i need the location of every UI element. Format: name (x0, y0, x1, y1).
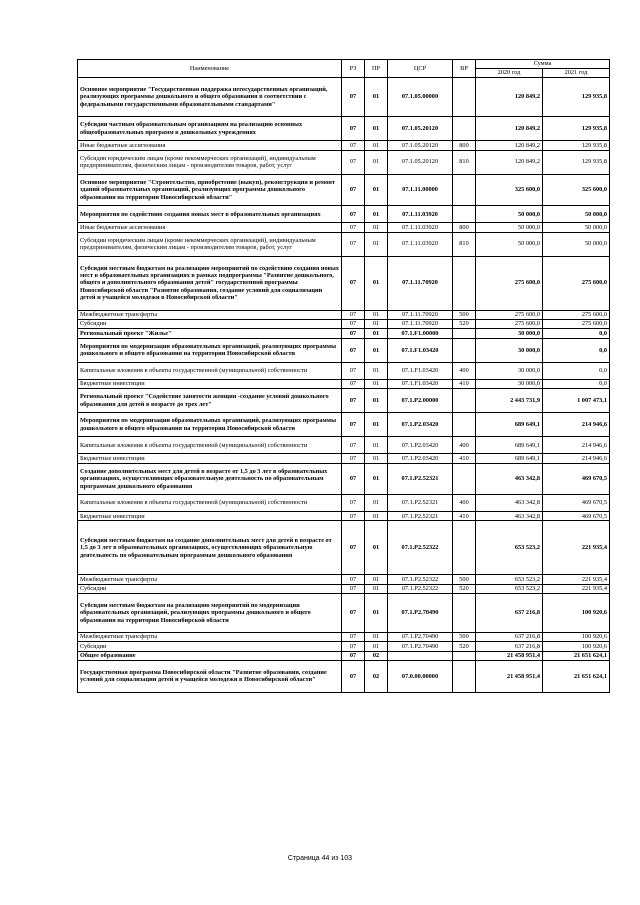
row-name: Создание дополнительных мест для детей в возрасте от 1,5 до 3 лет в образовательных организациях, осуществляющих образовательную деятельность по образовательным программам дошкольного образования (78, 463, 342, 495)
row-sum-2021: 275 600,0 (543, 310, 610, 319)
header-rz: РЗ (342, 60, 365, 78)
table-row (78, 141, 610, 150)
row-sum-2021: 221 935,4 (543, 584, 610, 593)
row-sum-2020: 653 523,2 (476, 584, 543, 593)
row-sum-2021: 129 935,8 (543, 141, 610, 150)
row-rz: 07 (342, 256, 365, 310)
row-csr: 07.1.11.00000 (388, 174, 453, 206)
row-pr: 01 (365, 206, 388, 223)
row-csr: 07.0.00.00000 (388, 661, 453, 693)
row-rz: 07 (342, 463, 365, 495)
header-vr: ВР (453, 60, 476, 78)
table-row (78, 329, 610, 338)
row-pr: 01 (365, 512, 388, 521)
row-rz: 07 (342, 651, 365, 660)
row-csr: 07.1.F1.03420 (388, 362, 453, 379)
row-vr: 500 (453, 633, 476, 642)
row-sum-2020: 2 443 731,9 (476, 389, 543, 413)
table-row (78, 223, 610, 232)
row-name: Мероприятия по модернизации образовательных организаций, реализующих программы дошкольного и общего образования на территории Новосибирской области (78, 338, 342, 362)
row-name: Капитальные вложения в объекты государственной (муниципальной) собственности (78, 362, 342, 379)
row-name: Общее образование (78, 651, 342, 660)
table-row (78, 389, 610, 413)
row-pr: 01 (365, 319, 388, 328)
table-row (78, 575, 610, 584)
row-vr: 410 (453, 512, 476, 521)
row-vr (453, 661, 476, 693)
row-rz: 07 (342, 310, 365, 319)
row-rz: 07 (342, 389, 365, 413)
row-sum-2021: 275 600,0 (543, 319, 610, 328)
row-csr: 07.1.P2.52321 (388, 495, 453, 512)
row-vr: 520 (453, 642, 476, 651)
row-vr: 400 (453, 437, 476, 454)
row-sum-2021: 214 946,6 (543, 437, 610, 454)
row-sum-2020: 120 849,2 (476, 117, 543, 141)
row-sum-2020: 653 523,2 (476, 521, 543, 575)
row-sum-2020: 637 216,8 (476, 594, 543, 633)
row-name: Межбюджетные трансферты (78, 633, 342, 642)
row-sum-2021: 0,0 (543, 329, 610, 338)
row-vr: 500 (453, 575, 476, 584)
row-rz: 07 (342, 661, 365, 693)
table-row (78, 584, 610, 593)
row-sum-2021: 21 651 624,1 (543, 661, 610, 693)
row-sum-2021: 50 000,0 (543, 206, 610, 223)
row-vr (453, 594, 476, 633)
row-vr (453, 206, 476, 223)
row-csr: 07.1.P2.52321 (388, 512, 453, 521)
row-pr: 02 (365, 661, 388, 693)
row-csr: 07.1.F1.00000 (388, 329, 453, 338)
row-csr: 07.1.F1.03420 (388, 379, 453, 388)
row-sum-2020: 30 000,0 (476, 329, 543, 338)
table-row (78, 174, 610, 206)
row-vr (453, 651, 476, 660)
row-pr: 01 (365, 310, 388, 319)
row-sum-2021: 469 670,5 (543, 495, 610, 512)
budget-table (77, 59, 610, 693)
row-sum-2020: 689 649,1 (476, 437, 543, 454)
table-row (78, 661, 610, 693)
row-sum-2021: 221 935,4 (543, 575, 610, 584)
row-name: Субсидии местным бюджетам на реализацию мероприятий по содействию создания новых мест в образовательных организациях в рамках подпрограммы "Развитие дошкольного, общего и дополнительного образования детей" государственной программы Новосибирской области "Развитие образования, создание условий для социализации детей и учащейся молодежи в Новосибирской области" (78, 256, 342, 310)
row-rz: 07 (342, 495, 365, 512)
row-pr: 01 (365, 594, 388, 633)
row-vr: 410 (453, 454, 476, 463)
row-name: Капитальные вложения в объекты государственной (муниципальной) собственности (78, 437, 342, 454)
row-name: Основное мероприятие "Государственная поддержка негосударственных организаций, реализующих программы дошкольного и общего образования в соответствии с федеральными государственными образовательными стандартами" (78, 78, 342, 117)
row-pr: 01 (365, 174, 388, 206)
table-row (78, 310, 610, 319)
table-row (78, 633, 610, 642)
row-csr: 07.1.P2.03420 (388, 437, 453, 454)
row-sum-2021: 50 000,0 (543, 232, 610, 256)
row-vr: 500 (453, 310, 476, 319)
row-sum-2021: 0,0 (543, 362, 610, 379)
row-pr: 01 (365, 232, 388, 256)
row-csr: 07.1.F1.03420 (388, 338, 453, 362)
row-rz: 07 (342, 594, 365, 633)
row-name: Бюджетные инвестиции (78, 454, 342, 463)
row-csr: 07.1.P2.52321 (388, 463, 453, 495)
row-name: Иные бюджетные ассигнования (78, 223, 342, 232)
row-vr (453, 256, 476, 310)
row-sum-2020: 275 600,0 (476, 319, 543, 328)
row-pr: 01 (365, 633, 388, 642)
row-sum-2021: 325 600,0 (543, 174, 610, 206)
row-csr: 07.1.11.03920 (388, 223, 453, 232)
row-csr: 07.1.P2.52322 (388, 584, 453, 593)
row-sum-2020: 463 342,8 (476, 512, 543, 521)
row-sum-2021: 0,0 (543, 379, 610, 388)
row-sum-2021: 469 670,5 (543, 512, 610, 521)
row-vr: 400 (453, 362, 476, 379)
row-name: Мероприятия по содействию создания новых мест в образовательных организациях (78, 206, 342, 223)
row-sum-2021: 50 000,0 (543, 223, 610, 232)
row-csr: 07.1.11.03920 (388, 206, 453, 223)
row-sum-2020: 463 342,8 (476, 495, 543, 512)
header-year-2021: 2021 год (543, 69, 610, 78)
row-pr: 01 (365, 256, 388, 310)
header-csr: ЦСР (388, 60, 453, 78)
row-vr: 800 (453, 223, 476, 232)
row-name: Капитальные вложения в объекты государственной (муниципальной) собственности (78, 495, 342, 512)
table-row (78, 437, 610, 454)
row-pr: 01 (365, 338, 388, 362)
row-sum-2020: 50 000,0 (476, 232, 543, 256)
row-name: Бюджетные инвестиции (78, 379, 342, 388)
row-sum-2021: 214 946,6 (543, 454, 610, 463)
row-rz: 07 (342, 174, 365, 206)
row-rz: 07 (342, 78, 365, 117)
table-row (78, 521, 610, 575)
row-pr: 01 (365, 584, 388, 593)
row-vr: 810 (453, 232, 476, 256)
row-vr: 400 (453, 495, 476, 512)
table-row (78, 379, 610, 388)
row-csr: 07.1.P2.52322 (388, 521, 453, 575)
row-pr: 01 (365, 117, 388, 141)
row-name: Субсидии (78, 642, 342, 651)
row-rz: 07 (342, 413, 365, 437)
row-csr: 07.1.11.03920 (388, 232, 453, 256)
table-row (78, 150, 610, 174)
header-pr: ПР (365, 60, 388, 78)
row-sum-2020: 21 458 951,4 (476, 651, 543, 660)
row-rz: 07 (342, 206, 365, 223)
row-rz: 07 (342, 319, 365, 328)
row-name: Основное мероприятие "Строительство, приобретение (выкуп), реконструкция и ремонт зданий образовательных организаций, реализующих программы дошкольного образования на территории Новосибирской области" (78, 174, 342, 206)
row-name: Субсидии юридическим лицам (кроме некоммерческих организаций), индивидуальным предпринимателям, физическим лицам - производителям товаров, работ, услуг (78, 150, 342, 174)
row-pr: 01 (365, 463, 388, 495)
row-vr: 520 (453, 584, 476, 593)
row-pr: 01 (365, 78, 388, 117)
row-pr: 01 (365, 389, 388, 413)
table-row (78, 232, 610, 256)
row-vr (453, 338, 476, 362)
row-rz: 07 (342, 584, 365, 593)
row-vr: 520 (453, 319, 476, 328)
row-sum-2021: 100 920,6 (543, 633, 610, 642)
row-name: Субсидии (78, 319, 342, 328)
row-pr: 01 (365, 150, 388, 174)
row-csr: 07.1.P2.03420 (388, 413, 453, 437)
row-name: Субсидии местным бюджетам на создание дополнительных мест для детей в возрасте от 1,5 до 3 лет в образовательных организациях, осуществляющих образовательную деятельность по образовательным программам дошкольного образования (78, 521, 342, 575)
row-rz: 07 (342, 521, 365, 575)
row-name: Субсидии юридическим лицам (кроме некоммерческих организаций), индивидуальным предпринимателям, физическим лицам - производителям товаров, работ, услуг (78, 232, 342, 256)
row-rz: 07 (342, 223, 365, 232)
row-sum-2021: 275 600,0 (543, 256, 610, 310)
table-row (78, 642, 610, 651)
row-pr: 01 (365, 362, 388, 379)
header-sum: Сумма (476, 60, 610, 69)
row-vr (453, 329, 476, 338)
row-rz: 07 (342, 512, 365, 521)
row-pr: 01 (365, 379, 388, 388)
row-rz: 07 (342, 141, 365, 150)
table-row (78, 495, 610, 512)
row-sum-2020: 653 523,2 (476, 575, 543, 584)
table-row (78, 362, 610, 379)
row-name: Межбюджетные трансферты (78, 575, 342, 584)
row-vr: 800 (453, 141, 476, 150)
row-sum-2021: 129 935,8 (543, 150, 610, 174)
row-vr (453, 117, 476, 141)
row-rz: 07 (342, 362, 365, 379)
row-vr: 410 (453, 379, 476, 388)
table-row (78, 78, 610, 117)
row-name: Субсидии частным образовательным организациям на реализацию основных общеобразовательных программ в дошкольных учреждениях (78, 117, 342, 141)
row-sum-2021: 0,0 (543, 338, 610, 362)
row-sum-2021: 1 007 473,1 (543, 389, 610, 413)
row-sum-2020: 120 849,2 (476, 78, 543, 117)
row-name: Иные бюджетные ассигнования (78, 141, 342, 150)
row-csr: 07.1.P2.70490 (388, 633, 453, 642)
row-csr: 07.1.05.20120 (388, 150, 453, 174)
row-sum-2020: 30 000,0 (476, 379, 543, 388)
row-sum-2020: 275 600,0 (476, 256, 543, 310)
table-body (78, 78, 610, 693)
row-sum-2020: 120 849,2 (476, 150, 543, 174)
row-rz: 07 (342, 329, 365, 338)
row-sum-2020: 120 849,2 (476, 141, 543, 150)
table-row (78, 117, 610, 141)
row-sum-2020: 21 458 951,4 (476, 661, 543, 693)
row-rz: 07 (342, 117, 365, 141)
row-rz: 07 (342, 437, 365, 454)
row-rz: 07 (342, 379, 365, 388)
row-rz: 07 (342, 454, 365, 463)
row-rz: 07 (342, 642, 365, 651)
row-sum-2021: 100 920,6 (543, 642, 610, 651)
row-sum-2020: 30 000,0 (476, 338, 543, 362)
row-sum-2021: 214 946,6 (543, 413, 610, 437)
row-name: Региональный проект "Содействие занятости женщин -создание условий дошкольного образования для детей в возрасте до трех лет" (78, 389, 342, 413)
table-header (78, 60, 610, 78)
row-sum-2021: 221 935,4 (543, 521, 610, 575)
row-vr (453, 174, 476, 206)
row-pr: 01 (365, 329, 388, 338)
table-row (78, 651, 610, 660)
row-csr: 07.1.11.70920 (388, 310, 453, 319)
row-sum-2021: 21 651 624,1 (543, 651, 610, 660)
row-vr (453, 463, 476, 495)
row-vr (453, 521, 476, 575)
table-row (78, 454, 610, 463)
row-csr: 07.1.05.00000 (388, 78, 453, 117)
row-csr: 07.1.P2.52322 (388, 575, 453, 584)
header-year-2020: 2020 год (476, 69, 543, 78)
row-pr: 01 (365, 575, 388, 584)
page-number: Страница 44 из 103 (287, 855, 353, 862)
row-csr: 07.1.11.70920 (388, 256, 453, 310)
row-csr: 07.1.P2.00000 (388, 389, 453, 413)
table-row (78, 512, 610, 521)
row-name: Государственная программа Новосибирской области "Развитие образования, создание условий для социализации детей и учащейся молодежи в Новосибирской области" (78, 661, 342, 693)
table-row (78, 594, 610, 633)
row-sum-2020: 689 649,1 (476, 454, 543, 463)
row-sum-2020: 689 649,1 (476, 413, 543, 437)
row-vr: 810 (453, 150, 476, 174)
row-name: Мероприятия по модернизации образовательных организаций, реализующих программы дошкольного и общего образования на территории Новосибирской области (78, 413, 342, 437)
row-pr: 01 (365, 141, 388, 150)
row-pr: 01 (365, 437, 388, 454)
row-sum-2021: 129 935,8 (543, 117, 610, 141)
row-pr: 01 (365, 413, 388, 437)
row-rz: 07 (342, 150, 365, 174)
row-sum-2020: 50 000,0 (476, 206, 543, 223)
table-row (78, 206, 610, 223)
header-name: Наименование (78, 60, 342, 78)
row-csr: 07.1.P2.03420 (388, 454, 453, 463)
row-sum-2020: 637 216,8 (476, 633, 543, 642)
row-rz: 07 (342, 575, 365, 584)
row-csr: 07.1.05.20120 (388, 141, 453, 150)
row-pr: 01 (365, 223, 388, 232)
row-sum-2020: 463 342,8 (476, 463, 543, 495)
row-sum-2021: 469 670,5 (543, 463, 610, 495)
row-pr: 02 (365, 651, 388, 660)
row-name: Региональный проект "Жилье" (78, 329, 342, 338)
row-rz: 07 (342, 338, 365, 362)
table-row (78, 256, 610, 310)
row-csr: 07.1.P2.70490 (388, 594, 453, 633)
row-sum-2020: 637 216,8 (476, 642, 543, 651)
table-row (78, 319, 610, 328)
row-sum-2020: 325 600,0 (476, 174, 543, 206)
row-name: Субсидии (78, 584, 342, 593)
row-csr: 07.1.P2.70490 (388, 642, 453, 651)
row-vr (453, 389, 476, 413)
row-sum-2020: 30 000,0 (476, 362, 543, 379)
row-name: Межбюджетные трансферты (78, 310, 342, 319)
row-pr: 01 (365, 495, 388, 512)
row-name: Субсидии местным бюджетам на реализацию мероприятий по модернизации образовательных организаций, реализующих программы дошкольного и общего образования на территории Новосибирской области (78, 594, 342, 633)
row-sum-2020: 50 000,0 (476, 223, 543, 232)
row-sum-2021: 129 935,8 (543, 78, 610, 117)
row-sum-2020: 275 600,0 (476, 310, 543, 319)
row-rz: 07 (342, 232, 365, 256)
row-vr (453, 78, 476, 117)
table-row (78, 338, 610, 362)
row-pr: 01 (365, 454, 388, 463)
table-row (78, 463, 610, 495)
row-pr: 01 (365, 642, 388, 651)
row-csr: 07.1.05.20120 (388, 117, 453, 141)
row-rz: 07 (342, 633, 365, 642)
row-csr (388, 651, 453, 660)
row-name: Бюджетные инвестиции (78, 512, 342, 521)
table-row (78, 413, 610, 437)
row-csr: 07.1.11.70920 (388, 319, 453, 328)
row-pr: 01 (365, 521, 388, 575)
row-vr (453, 413, 476, 437)
row-sum-2021: 100 920,6 (543, 594, 610, 633)
